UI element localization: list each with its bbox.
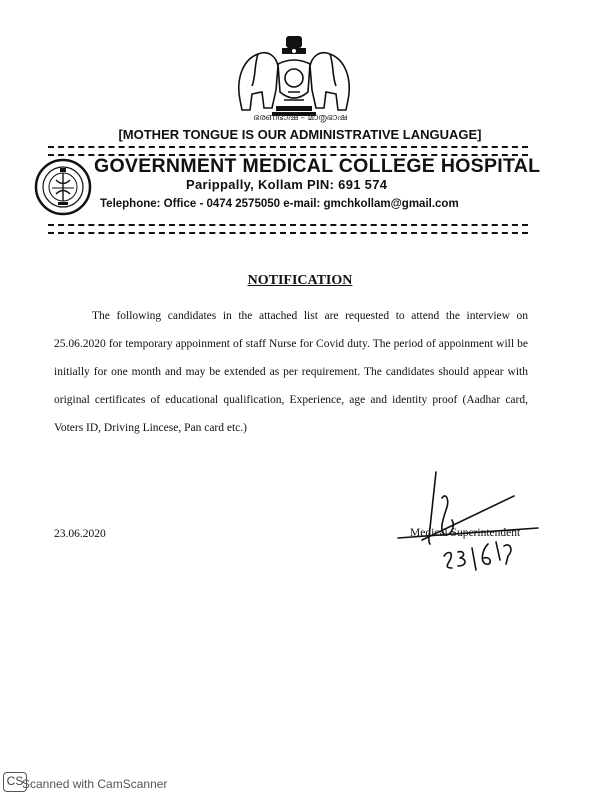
notification-body: The following candidates in the attached list are requested to attend the interview on 25.06.2020 for temporary appoinment of staff Nurse for Covid duty. The period of appoinment will be initially for one month and may be extended as per requirement. The candidates should appear with original certificates of educational qualification, Experience, age and identity proof (Aadhar card, Voters ID, Driving Lincese, Pan card etc.) bbox=[54, 310, 528, 434]
handwritten-signature bbox=[392, 470, 542, 580]
header-bottom-rule bbox=[48, 224, 528, 234]
hospital-name: GOVERNMENT MEDICAL COLLEGE HOSPITAL bbox=[94, 155, 541, 177]
malayalam-motto: ഭരണഭാഷ – മാതൃഭാഷ bbox=[253, 113, 347, 123]
college-seal-icon bbox=[34, 158, 92, 216]
language-note: [MOTHER TONGUE IS OUR ADMINISTRATIVE LANGUAGE] bbox=[118, 127, 482, 142]
notification-title: NOTIFICATION bbox=[247, 273, 353, 288]
kerala-emblem-icon bbox=[232, 30, 356, 118]
camscanner-watermark: Scanned with CamScanner bbox=[22, 777, 168, 791]
signatory-title: Medical Superintendent bbox=[410, 527, 521, 539]
camscanner-logo-icon: CS bbox=[3, 772, 27, 792]
hospital-address: Parippally, Kollam PIN: 691 574 bbox=[186, 177, 388, 192]
contact-line: Telephone: Office - 0474 2575050 e-mail: gmchkollam@gmail.com bbox=[100, 198, 459, 210]
issue-date: 23.06.2020 bbox=[54, 528, 106, 540]
